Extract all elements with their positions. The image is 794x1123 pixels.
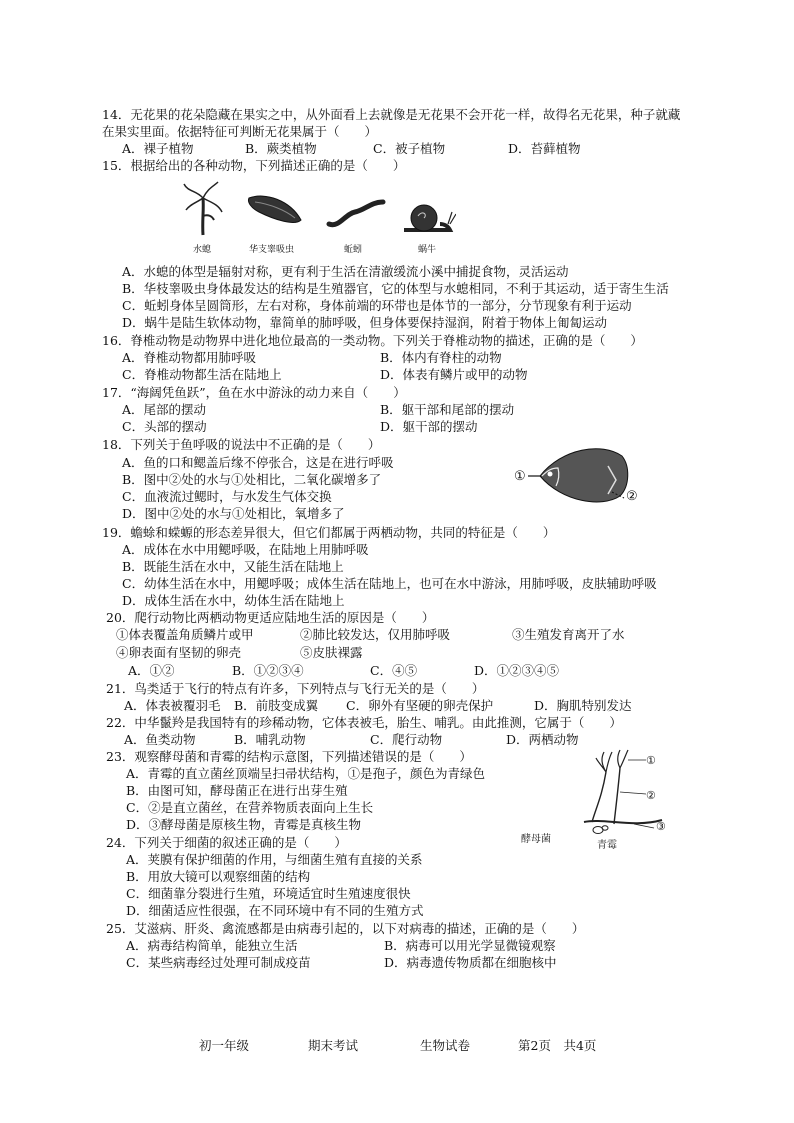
q17-option-a: A．尾部的摆动 [122,402,207,417]
q24-option-c: C．细菌靠分裂进行生殖，环境适宜时生殖速度很快 [126,886,411,901]
q23-option-b: B．由图可知，酵母菌正在进行出芽生殖 [126,783,348,798]
q25-option-a: A．病毒结构简单，能独立生活 [126,938,298,953]
q16-option-c: C．脊椎动物都生活在陆地上 [122,367,282,382]
label-earthworm: 蚯蚓 [344,245,363,255]
q23-option-c: C．②是直立菌丝，在营养物质表面向上生长 [126,800,374,815]
q23-option-d: D．③酵母菌是原核生物，青霉是真核生物 [126,817,362,832]
q16-option-b: B．体内有脊柱的动物 [380,350,502,365]
q18-mark-2: ② [626,489,638,504]
q14-line2: 在果实里面。依据特征可判断无花果属于（ ） [102,124,378,139]
q16-option-a: A．脊椎动物都用肺呼吸 [122,350,257,365]
q24-option-a: A．荚膜有保护细菌的作用，与细菌生殖有直接的关系 [126,852,423,867]
q22-stem: 22．中华鬣羚是我国特有的珍稀动物，它体表被毛，胎生、哺乳。由此推测，它属于（ ） [106,715,622,730]
q23-mark-1: ① [646,754,656,767]
q18-option-c: C．血液流过鳃时，与水发生气体交换 [122,489,332,504]
footer-grade: 初一年级 [199,1038,250,1053]
q18-option-a: A．鱼的口和鳃盖后缘不停张合，这是在进行呼吸 [122,455,394,470]
q19-option-d: D．成体生活在水中，幼体生活在陆地上 [122,593,345,608]
q14-line1: 14．无花果的花朵隐藏在果实之中，从外面看上去就像是无花果不会开花一样，故得名无花果，种子就藏 [102,107,681,122]
q20-option-d: D．①②③④⑤ [474,663,560,678]
liver-fluke-figure [245,190,305,230]
q16-stem: 16．脊椎动物是动物界中进化地位最高的一类动物。下列关于脊椎动物的描述，正确的是（ ） [102,333,643,348]
q15-stem: 15．根据给出的各种动物，下列描述正确的是（ ） [102,158,406,173]
q19-option-c: C．幼体生活在水中，用鳃呼吸；成体生活在陆地上，也可在水中游泳，用肺呼吸，皮肤辅助呼吸 [122,576,657,591]
q20-option-a: A．①② [128,663,175,678]
label-hydra: 水螅 [193,245,212,255]
earthworm-figure [325,196,387,232]
q23-mark-3: ③ [656,820,666,833]
q20-option-c: C．④⑤ [370,663,418,678]
q23-mark-2: ② [646,789,656,802]
q21-option-d: D．胸肌特别发达 [534,698,632,713]
label-snail: 蜗牛 [418,245,437,255]
fish-gill-figure [512,436,642,512]
q22-option-d: D．两栖动物 [506,732,579,747]
q14-option-a: A．裸子植物 [122,141,194,156]
q21-option-c: C．卵外有坚硬的卵壳保护 [346,698,494,713]
q20-item-5: ⑤皮肤裸露 [300,645,363,660]
q20-option-b: B．①②③④ [232,663,304,678]
q19-stem: 19．蟾蜍和蝾螈的形态差异很大，但它们都属于两栖动物，共同的特征是（ ） [102,525,556,540]
q17-option-d: D．躯干部的摆动 [380,419,478,434]
q18-option-b: B．图中②处的水与①处相比，二氧化碳增多了 [122,472,382,487]
snail-figure [400,200,456,234]
q20-item-3: ③生殖发育离开了水 [512,627,625,642]
footer-subject: 生物试卷 [420,1038,471,1053]
q17-stem: 17．“海阔凭鱼跃”，鱼在水中游泳的动力来自（ ） [102,385,406,400]
q15-option-d: D．蜗牛是陆生软体动物，靠简单的肺呼吸，但身体要保持湿润，附着于物体上匍匐运动 [122,315,608,330]
q24-option-d: D．细菌适应性很强，在不同环境中有不同的生殖方式 [126,903,424,918]
q25-stem: 25．艾滋病、肝炎、禽流感都是由病毒引起的，以下对病毒的描述，正确的是（ ） [106,921,585,936]
q18-stem: 18．下列关于鱼呼吸的说法中不正确的是（ ） [102,437,381,452]
q24-option-b: B．用放大镜可以观察细菌的结构 [126,869,311,884]
q20-stem: 20．爬行动物比两栖动物更适应陆地生活的原因是（ ） [106,610,435,625]
q18-mark-1: ① [514,469,526,484]
q15-option-b: B．华枝睾吸虫身体最发达的结构是生殖器官，它的体型与水螅相同，不利于其运动，适于寄生生活 [122,281,669,296]
q17-option-c: C．头部的摆动 [122,419,207,434]
q25-option-b: B．病毒可以用光学显微镜观察 [384,938,556,953]
q21-option-b: B．前肢变成翼 [234,698,319,713]
footer-page-number: 第2页 共4页 [518,1038,597,1053]
footer-exam: 期末考试 [308,1038,359,1053]
q18-option-d: D．图中②处的水与①处相比，氧增多了 [122,506,345,521]
q14-option-c: C．被子植物 [373,141,446,156]
q23-option-a: A．青霉的直立菌丝顶端呈扫帚状结构，①是孢子，颜色为青绿色 [126,766,486,781]
q14-option-b: B．蕨类植物 [245,141,317,156]
q24-stem: 24．下列关于细菌的叙述正确的是（ ） [106,835,347,850]
q20-item-4: ④卵表面有坚韧的卵壳 [116,645,242,660]
label-penicillium: 青霉 [597,840,617,851]
hydra-figure [178,180,228,238]
q22-option-c: C．爬行动物 [370,732,443,747]
label-liver-fluke: 华支睾吸虫 [249,245,295,255]
q21-option-a: A．体表被覆羽毛 [124,698,221,713]
q16-option-d: D．体表有鳞片或甲的动物 [380,367,528,382]
q20-item-2: ②肺比较发达，仅用肺呼吸 [300,627,451,642]
q19-option-a: A．成体在水中用鳃呼吸，在陆地上用肺呼吸 [122,542,369,557]
q20-item-1: ①体表覆盖角质鳞片或甲 [116,627,254,642]
q22-option-b: B．哺乳动物 [234,732,306,747]
q14-option-d: D．苔藓植物 [508,141,581,156]
label-yeast: 酵母菌 [521,834,551,845]
q15-option-c: C．蚯蚓身体呈圆筒形，左右对称，身体前端的环带也是体节的一部分，分节现象有利于运动 [122,298,632,313]
q19-option-b: B．既能生活在水中，又能生活在陆地上 [122,559,344,574]
q21-stem: 21．鸟类适于飞行的特点有许多，下列特点与飞行无关的是（ ） [106,681,485,696]
q15-option-a: A．水螅的体型是辐射对称，更有利于生活在清澈缓流小溪中捕捉食物，灵活运动 [122,264,569,279]
q25-option-c: C．某些病毒经过处理可制成疫苗 [126,955,311,970]
q25-option-d: D．病毒遗传物质都在细胞核中 [384,955,557,970]
q23-stem: 23．观察酵母菌和青霉的结构示意图，下列描述错误的是（ ） [106,749,472,764]
q22-option-a: A．鱼类动物 [124,732,196,747]
q17-option-b: B．躯干部和尾部的摆动 [380,402,515,417]
